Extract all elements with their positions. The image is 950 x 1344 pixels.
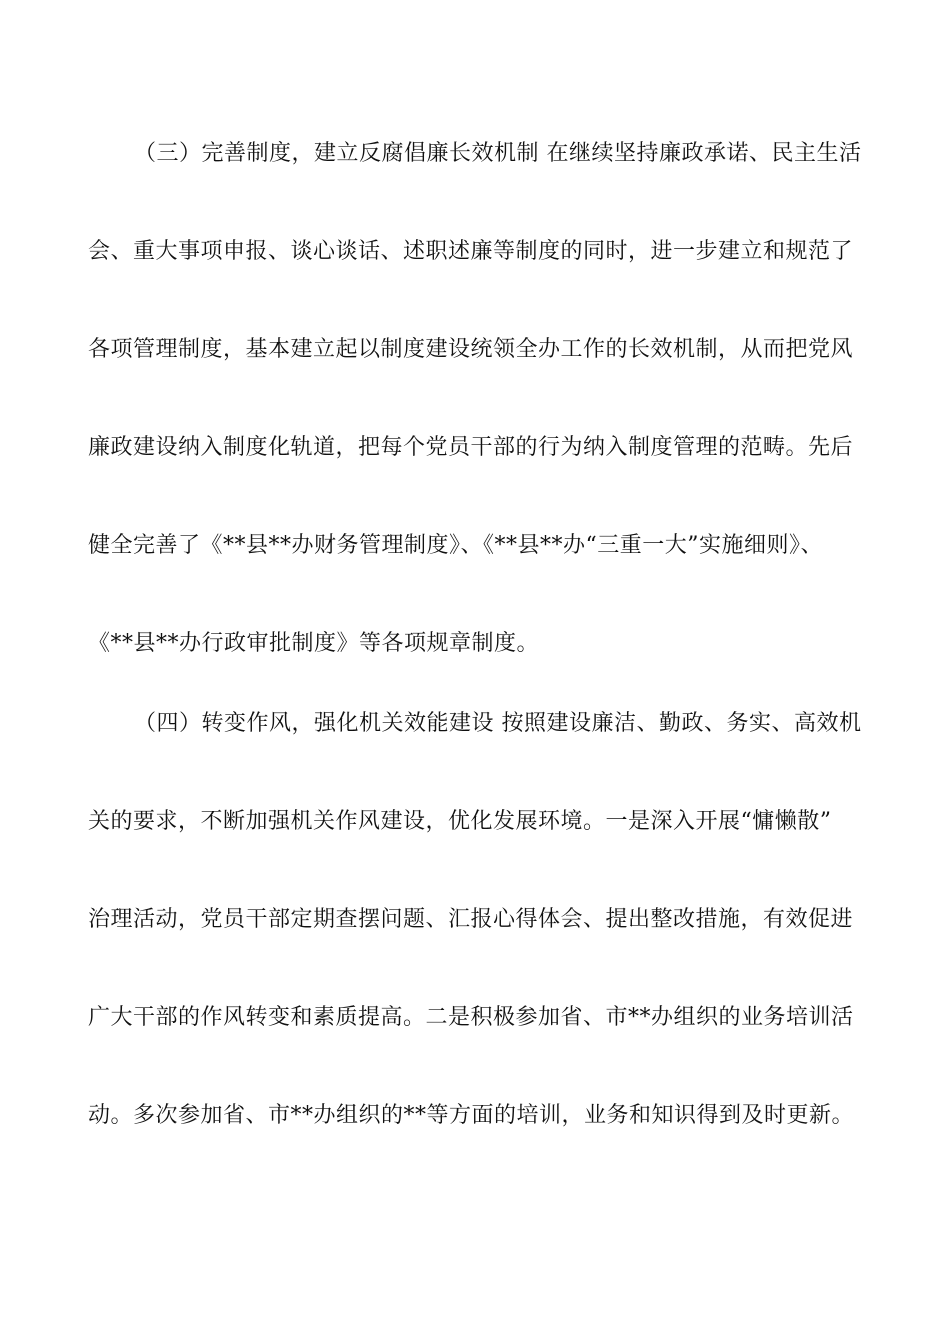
paragraph-line: 健全完善了《**县**办财务管理制度》、《**县**办“三重一大”实施细则》、 [88,533,823,558]
paragraph-line: 治理活动，党员干部定期查摆问题、汇报心得体会、提出整改措施，有效促进 [88,907,854,932]
paragraph-line: （四）转变作风，强化机关效能建设 按照建设廉洁、勤政、务实、高效机 [134,711,862,736]
paragraph-line: 广大干部的作风转变和素质提高。二是积极参加省、市**办组织的业务培训活 [88,1005,854,1030]
paragraph-system-improvement [88,139,860,727]
paragraph-line: 《**县**办行政审批制度》等各项规章制度。 [88,631,540,656]
paragraph-line: 关的要求，不断加强机关作风建设，优化发展环境。一是深入开展“慵懒散” [88,809,832,834]
paragraph-line: 廉政建设纳入制度化轨道，把每个党员干部的行为纳入制度管理的范畴。先后 [88,435,854,460]
paragraph-line: 动。多次参加省、市**办组织的**等方面的培训，业务和知识得到及时更新。 [88,1103,855,1128]
paragraph-work-style [88,709,860,1199]
paragraph-line: 会、重大事项申报、谈心谈话、述职述廉等制度的同时，进一步建立和规范了 [88,239,854,264]
paragraph-line: 各项管理制度，基本建立起以制度建设统领全办工作的长效机制，从而把党风 [88,337,854,362]
paragraph-line: （三）完善制度，建立反腐倡廉长效机制 在继续坚持廉政承诺、民主生活 [134,141,862,166]
